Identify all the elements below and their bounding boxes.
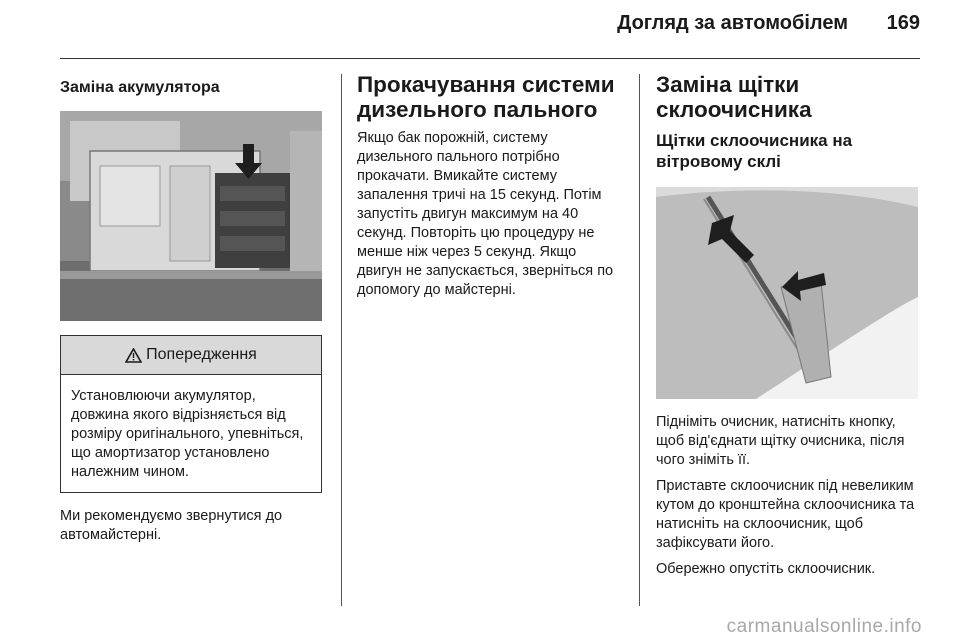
warning-text: Установлюючи акумулятор, довжина якого відрізняється від розміру оригінального, упевніться, що амортизатор установлено належним чином. <box>71 388 304 480</box>
page-number: 169 <box>886 12 920 34</box>
section-heading-diesel <box>357 72 619 122</box>
wiper-paragraph-1: Підніміть очисник, натисніть кнопку, щоб від'єднати щітку очисника, після чого зніміть її. <box>656 414 905 468</box>
watermark-text: carmanualsonline.info <box>726 616 922 637</box>
warning-triangle-icon <box>125 348 142 363</box>
header-rule <box>60 58 920 59</box>
section-heading-diesel-line1: Прокачування системи <box>357 72 615 97</box>
battery-engine-photo <box>60 111 322 321</box>
column-wiper-blade <box>656 72 920 579</box>
running-header-title: Догляд за автомобілем <box>617 12 848 34</box>
column-divider-1 <box>341 74 342 606</box>
subheading-windscreen <box>656 130 920 172</box>
column-diesel-bleeding <box>357 72 619 300</box>
wiper-paragraph-2: Приставте склоочисник під невеликим кутом до кронштейна склоочисника та натисніть на склоочисник, щоб зафіксувати його. <box>656 478 915 551</box>
wiper-paragraph-3: Обережно опустіть склоочисник. <box>656 561 876 577</box>
section-heading-diesel-line2: дизельного пального <box>357 97 598 122</box>
warning-box <box>60 335 322 493</box>
wiper-blade-photo <box>656 187 918 399</box>
battery-paragraph: Ми рекомендуємо звернутися до автомайстерні. <box>60 508 283 543</box>
section-heading-battery: Заміна акумулятора <box>60 79 220 96</box>
diesel-paragraph: Якщо бак порожній, систему дизельного пального потрібно прокачати. Вмикайте систему запалення тричі на 15 секунд. Потім запустіть двигун максимум на 40 секунд. Повторіть цю процедуру не менше ніж через 5 секунд. Якщо двигун не запускається, зверніться по допомогу до майстерні. <box>357 130 614 298</box>
subheading-windscreen-line1: Щітки склоочисника на <box>656 131 853 150</box>
column-battery <box>60 72 322 545</box>
warning-title: Попередження <box>146 346 257 363</box>
column-divider-2 <box>639 74 640 606</box>
section-heading-wiper-line2: склоочисника <box>656 97 812 122</box>
section-heading-wiper <box>656 72 920 122</box>
section-heading-wiper-line1: Заміна щітки <box>656 72 800 97</box>
warning-header <box>61 336 321 375</box>
subheading-windscreen-line2: вітровому склі <box>656 152 781 171</box>
